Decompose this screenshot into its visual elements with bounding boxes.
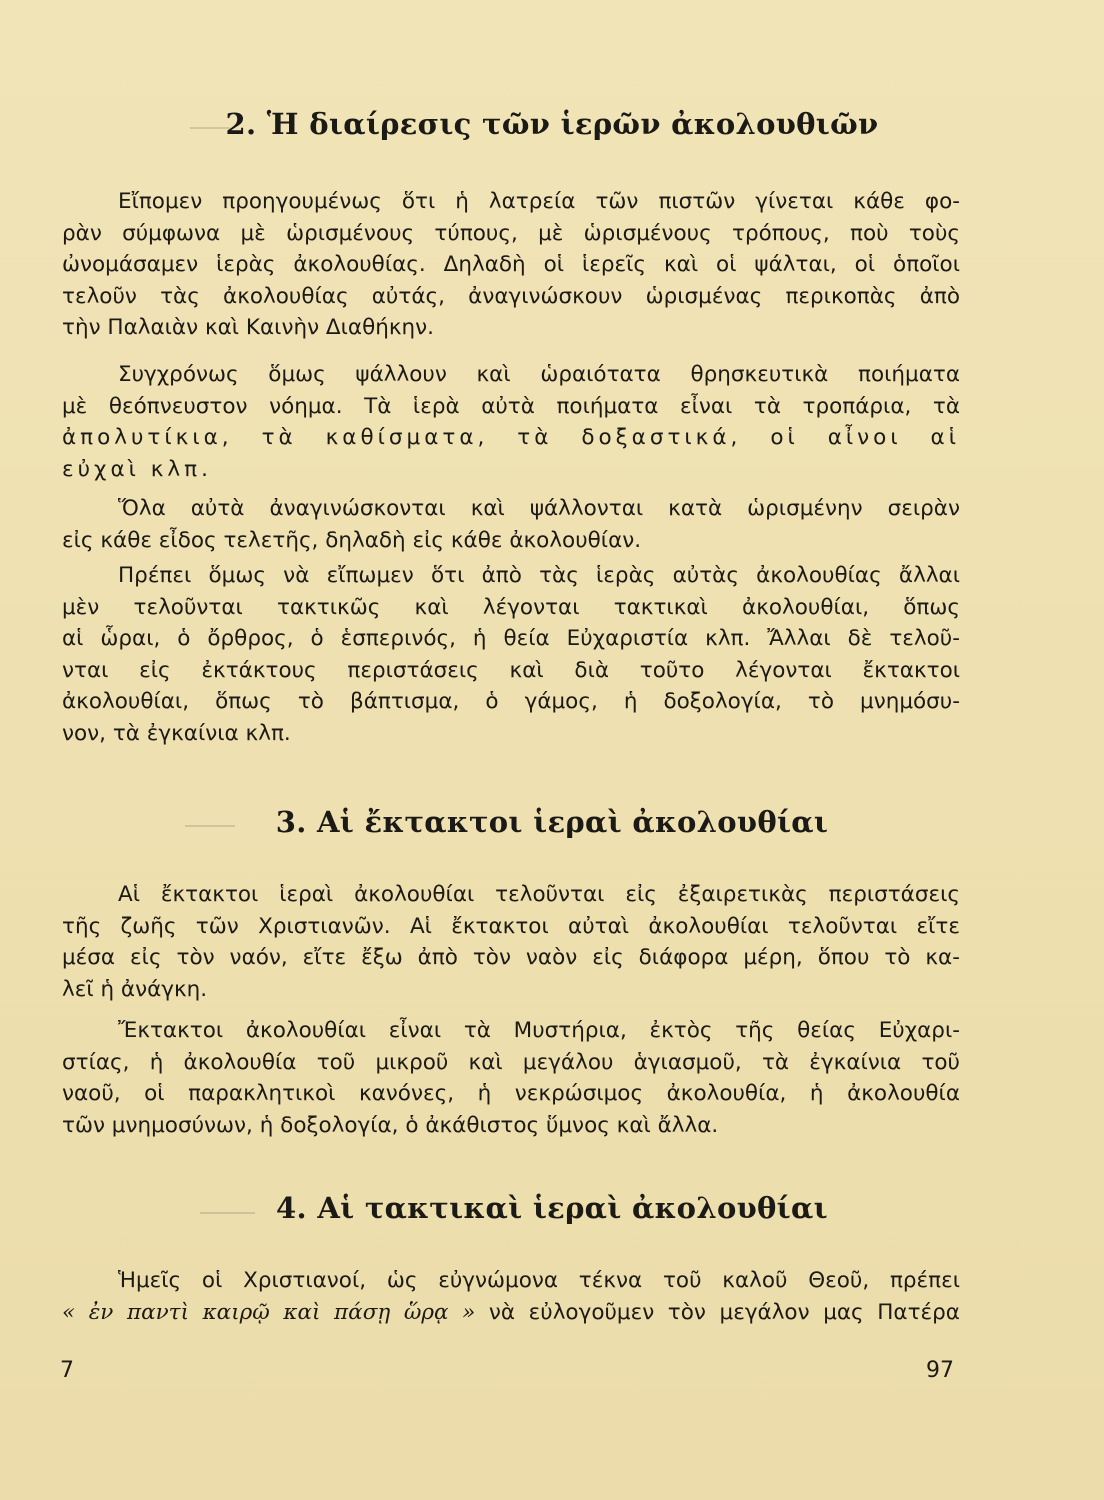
text-line: νον, τὰ ἐγκαίνια κλπ. xyxy=(62,720,291,746)
text-line: τὴν Παλαιὰν καὶ Καινὴν Διαθήκην. xyxy=(62,315,434,340)
section-2-paragraph-2 xyxy=(62,359,960,485)
section-4-heading: 4. Αἱ τακτικαὶ ἱεραὶ ἀκολουθίαι xyxy=(276,1191,828,1225)
text-line: λεῖ ἡ ἀνάγκη. xyxy=(62,976,208,1002)
text-line: Πρέπει ὅμως νὰ εἴπωμεν ὅτι ἀπὸ τὰς ἱερὰς αὐτὰς ἀκολουθίας ἄλλαι xyxy=(118,563,960,588)
text-line: τῶν μνημοσύνων, ἡ δοξολογία, ὁ ἀκάθιστος ὕμνος καὶ ἄλλα. xyxy=(62,1112,719,1138)
text-line: εὐχαὶ κλπ. xyxy=(62,456,212,482)
text-line: αἱ ὧραι, ὁ ὄρθρος, ὁ ἑσπερινός, ἡ θεία Εὐχαριστία κλπ. Ἄλλαι δὲ τελοῦ- xyxy=(62,626,960,651)
signature-mark: 7 xyxy=(60,1358,74,1383)
section-3-paragraph-2 xyxy=(62,1015,960,1141)
text-line: ὠνομάσαμεν ἱερὰς ἀκολουθίας. Δηλαδὴ οἱ ἱερεῖς καὶ οἱ ψάλται, οἱ ὁποῖοι xyxy=(62,252,960,277)
text-line: μέσα εἰς τὸν ναόν, εἴτε ἔξω ἀπὸ τὸν ναὸν εἰς διάφορα μέρη, ὅπου τὸ κα- xyxy=(62,945,960,970)
text-line: στίας, ἡ ἀκολουθία τοῦ μικροῦ καὶ μεγάλου ἁγιασμοῦ, τὰ ἐγκαίνια τοῦ xyxy=(62,1049,960,1075)
text-line: ἀκολουθίαι, ὅπως τὸ βάπτισμα, ὁ γάμος, ἡ δοξολογία, τὸ μνημόσυ- xyxy=(62,689,960,714)
page-number: 97 xyxy=(926,1358,954,1383)
section-3-heading: 3. Αἱ ἔκτακτοι ἱεραὶ ἀκολουθίαι xyxy=(275,805,829,839)
section-2-paragraph-4 xyxy=(62,560,960,749)
text-line: τελοῦν τὰς ἀκολουθίας αὐτάς, ἀναγινώσκουν ὡρισμένας περικοπὰς ἀπὸ xyxy=(62,283,960,309)
text-line: Εἴπομεν προηγουμένως ὅτι ἡ λατρεία τῶν πιστῶν γίνεται κάθε φο- xyxy=(118,189,960,214)
text-line: μὲν τελοῦνται τακτικῶς καὶ λέγονται τακτικαὶ ἀκολουθίαι, ὅπως xyxy=(62,594,960,620)
text-line: Ἡμεῖς οἱ Χριστιανοί, ὡς εὐγνώμονα τέκνα τοῦ καλοῦ Θεοῦ, πρέπει xyxy=(118,1268,960,1293)
biblical-quote: « ἐν παντὶ καιρῷ καὶ πάσῃ ὥρᾳ » xyxy=(62,1299,476,1325)
section-2-paragraph-1 xyxy=(62,186,960,344)
section-2-heading: 2. Ἡ διαίρεσις τῶν ἱερῶν ἀκολουθιῶν xyxy=(225,107,879,141)
text-fragment: νὰ εὐλογοῦμεν τὸν μεγάλον μας Πατέρα xyxy=(475,1299,960,1325)
text-line: μὲ θεόπνευστον νόημα. Τὰ ἱερὰ αὐτὰ ποιήματα εἶναι τὰ τροπάρια, τὰ xyxy=(62,393,960,419)
text-line: Αἱ ἔκτακτοι ἱεραὶ ἀκολουθίαι τελοῦνται εἰς ἐξαιρετικὰς περιστάσεις xyxy=(118,882,960,907)
text-line: Ὅλα αὐτὰ ἀναγινώσκονται καὶ ψάλλονται κατὰ ὡρισμένην σειρὰν xyxy=(118,496,960,521)
text-line: τῆς ζωῆς τῶν Χριστιανῶν. Αἱ ἔκτακτοι αὐταὶ ἀκολουθίαι τελοῦνται εἴτε xyxy=(62,913,960,939)
text-line: εἰς κάθε εἶδος τελετῆς, δηλαδὴ εἰς κάθε ἀκολουθίαν. xyxy=(62,527,642,553)
text-line: ναοῦ, οἱ παρακλητικοὶ κανόνες, ἡ νεκρώσιμος ἀκολουθία, ἡ ἀκολουθία xyxy=(62,1081,960,1106)
text-line: νται εἰς ἐκτάκτους περιστάσεις καὶ διὰ τοῦτο λέγονται ἔκτακτοι xyxy=(62,657,960,683)
text-line xyxy=(62,1297,960,1329)
text-line: ἀπολυτίκια, τὰ καθίσματα, τὰ δοξαστικά, οἱ αἶνοι αἱ xyxy=(62,425,960,450)
section-2-paragraph-3 xyxy=(62,493,960,556)
text-line: Ἔκτακτοι ἀκολουθίαι εἶναι τὰ Μυστήρια, ἐκτὸς τῆς θείας Εὐχαρι- xyxy=(118,1018,960,1043)
section-3-paragraph-1 xyxy=(62,879,960,1005)
section-4-paragraph-1 xyxy=(62,1265,960,1328)
text-line: ρὰν σύμφωνα μὲ ὡρισμένους τύπους, μὲ ὡρισμένους τρόπους, ποὺ τοὺς xyxy=(62,220,960,246)
text-line: Συγχρόνως ὅμως ψάλλουν καὶ ὡραιότατα θρησκευτικὰ ποιήματα xyxy=(118,362,960,387)
